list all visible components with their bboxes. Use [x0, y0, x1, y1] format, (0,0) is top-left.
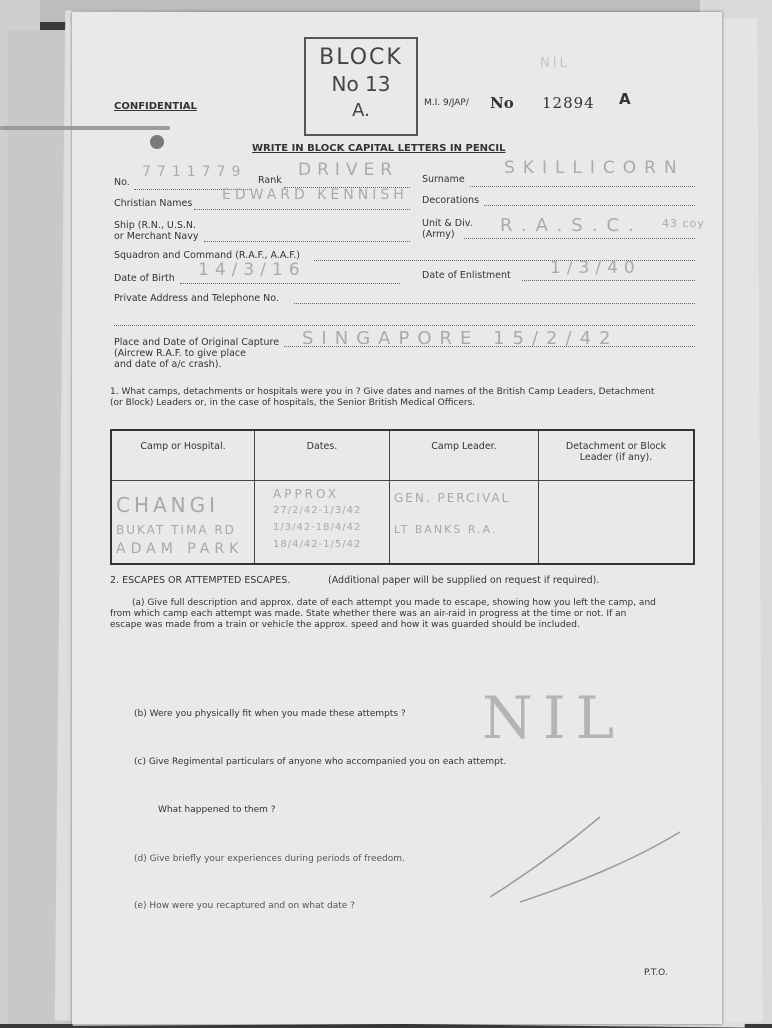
header-dates: Dates.	[255, 430, 390, 481]
question-2b: (b) Were you physically fit when you made these attempts ?	[134, 709, 406, 719]
question-2-note: (Additional paper will be supplied on request if required).	[328, 575, 600, 586]
escape-answer: NIL	[482, 684, 625, 752]
ship-label-1: Ship (R.N., U.S.N.	[114, 220, 197, 231]
leader-2: LT BANKS R.A.	[394, 523, 498, 536]
camp-1: CHANGI	[116, 493, 220, 517]
header-camp-leader: Camp Leader.	[390, 430, 539, 481]
question-2a-line-2: from which camp each attempt was made. State whether there was an air-raid in progress at the time or not. If an	[110, 609, 627, 619]
question-2c: (c) Give Regimental particulars of anyone who accompanied you on each attempt.	[134, 757, 507, 767]
decorations-line	[484, 205, 695, 206]
date-approx: APPROX	[273, 487, 339, 501]
scrawl-mark	[490, 812, 690, 912]
enlistment-value: 1/3/40	[550, 258, 641, 278]
camp-2: BUKAT TIMA RD	[116, 523, 236, 537]
unit-label-1: Unit & Div.	[422, 218, 473, 229]
capture-label-2: (Aircrew R.A.F. to give place	[114, 348, 246, 359]
christian-names-line	[194, 209, 410, 210]
capture-value: SINGAPORE 15/2/42	[302, 328, 619, 349]
leader-1: GEN. PERCIVAL	[394, 491, 511, 505]
squadron-label: Squadron and Command (R.A.F., A.A.F.)	[114, 250, 300, 261]
binding-string	[0, 126, 170, 130]
form-sheet	[72, 12, 722, 1024]
surname-label: Surname	[422, 174, 465, 185]
unit-label-2: (Army)	[422, 229, 455, 240]
no-value: 7711779	[142, 164, 247, 180]
binding-knot	[150, 135, 164, 149]
capture-label-3: and date of a/c crash).	[114, 359, 222, 370]
rank-label: Rank	[258, 175, 282, 186]
rank-value: DRIVER	[298, 160, 399, 180]
date-3: 18/4/42-1/5/42	[273, 539, 362, 550]
table-row	[111, 481, 694, 565]
date-2: 1/3/42-18/4/42	[273, 522, 362, 533]
ship-label-2: or Merchant Navy	[114, 231, 199, 242]
camp-3: ADAM PARK	[116, 541, 244, 557]
dob-value: 14/3/16	[198, 260, 306, 280]
header-camp: Camp or Hospital.	[111, 430, 255, 481]
christian-names-label: Christian Names	[114, 198, 193, 209]
address-line-2	[114, 325, 695, 326]
ship-line	[204, 241, 410, 242]
unit-value-2: 43 coy	[662, 217, 705, 230]
capture-label-1: Place and Date of Original Capture	[114, 337, 280, 348]
confidential-label: CONFIDENTIAL	[114, 101, 197, 112]
question-2d: (d) Give briefly your experiences during periods of freedom.	[134, 854, 405, 864]
no-label: No.	[114, 177, 130, 188]
question-1-line-1: 1. What camps, detachments or hospitals were you in ? Give dates and names of the British Camp Leaders, Detachment	[110, 387, 655, 397]
stamp-line-3: A.	[352, 100, 370, 121]
enlistment-label: Date of Enlistment	[422, 270, 511, 281]
enlistment-line	[522, 280, 695, 281]
unit-value: R.A.S.C.	[500, 215, 643, 236]
question-2e: (e) How were you recaptured and on what date ?	[134, 901, 355, 911]
form-suffix: A	[619, 90, 631, 108]
camps-table-header-row	[111, 430, 694, 481]
question-1-line-2: (or Block) Leaders or, in the case of hospitals, the Senior British Medical Officers.	[110, 398, 476, 408]
stamp-line-2: No 13	[331, 72, 391, 96]
detachment-cell	[539, 481, 695, 565]
surname-line	[470, 186, 695, 187]
stamp-line-1: BLOCK	[319, 45, 403, 70]
decorations-label: Decorations	[422, 195, 480, 206]
leaders-cell	[390, 481, 539, 565]
camps-table	[110, 429, 695, 565]
dob-line	[180, 283, 400, 284]
number-label: No	[490, 94, 514, 112]
surname-value: SKILLICORN	[504, 158, 685, 178]
block-stamp	[304, 37, 418, 136]
form-number: 12894	[542, 94, 595, 112]
address-line	[294, 303, 695, 304]
dates-cell	[255, 481, 390, 565]
question-2c-followup: What happened to them ?	[158, 805, 276, 815]
question-2-title: 2. ESCAPES OR ATTEMPTED ESCAPES.	[110, 575, 291, 586]
question-2a-line-1: (a) Give full description and approx. date of each attempt you made to escape, showing how you left the camp, and	[132, 598, 656, 608]
dob-label: Date of Birth	[114, 273, 175, 284]
christian-names-value: EDWARD KENNISH	[222, 187, 408, 203]
camps-cell	[111, 481, 255, 565]
unit-line	[464, 238, 695, 239]
mi-ref: M.I. 9/JAP/	[424, 98, 469, 108]
pto-label: P.T.O.	[644, 968, 668, 978]
corner-note: NIL	[540, 56, 570, 71]
question-2a-line-3: escape was made from a train or vehicle the approx. speed and how it was guarded should be included.	[110, 620, 580, 630]
instruction-heading: WRITE IN BLOCK CAPITAL LETTERS IN PENCIL	[252, 143, 506, 154]
address-label: Private Address and Telephone No.	[114, 293, 279, 304]
header-detachment-leader: Detachment or Block Leader (if any).	[539, 430, 695, 481]
date-1: 27/2/42-1/3/42	[273, 505, 362, 516]
